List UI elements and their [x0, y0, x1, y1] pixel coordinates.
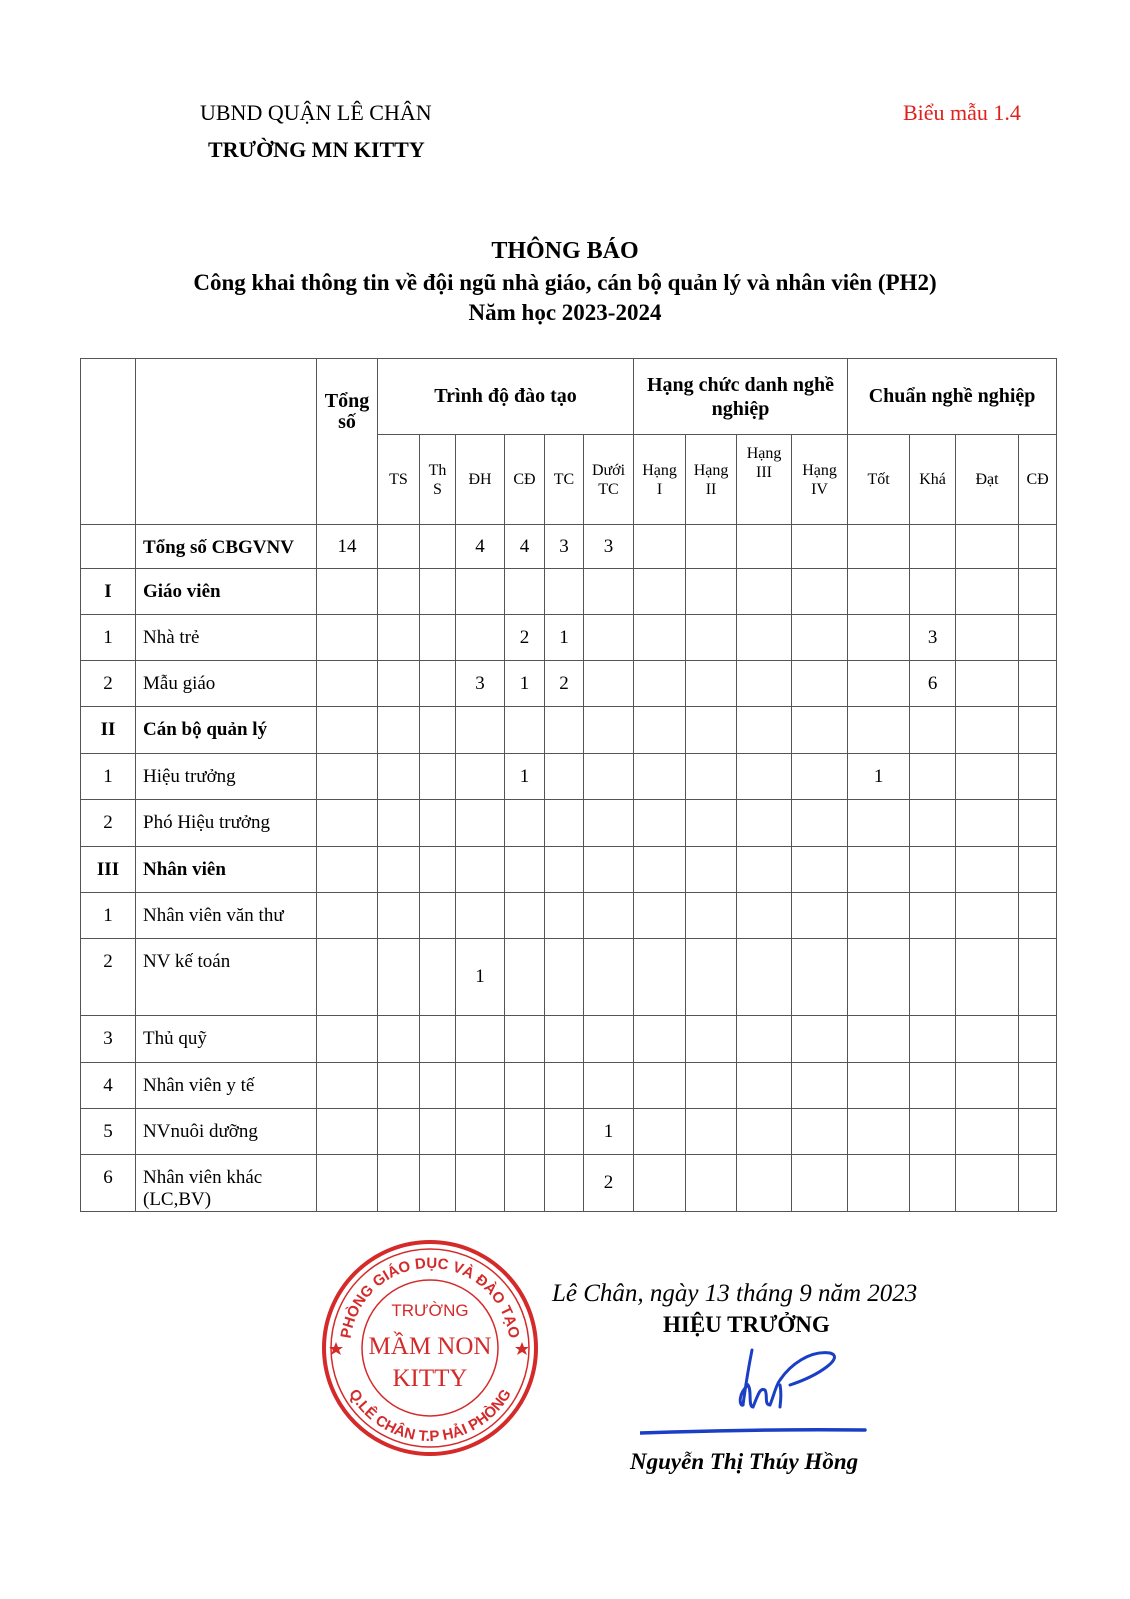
row-number: II [81, 707, 136, 754]
cell-value [910, 569, 956, 615]
stamp-text: KITTY [392, 1365, 468, 1392]
table-row [81, 893, 1057, 939]
cell-value [545, 893, 584, 939]
cell-value [1019, 1155, 1057, 1212]
cell-value [317, 939, 378, 1016]
cell-value [686, 1016, 737, 1063]
cell-value [634, 893, 686, 939]
cell-value [910, 707, 956, 754]
cell-value [910, 525, 956, 569]
cell-value [1019, 661, 1057, 707]
cell-value [737, 569, 792, 615]
row-label: Cán bộ quản lý [136, 707, 317, 754]
cell-value [378, 1063, 420, 1109]
cell-value [545, 707, 584, 754]
cell-value [456, 569, 505, 615]
subheader-7: Hạng I [634, 435, 686, 525]
cell-value [420, 525, 456, 569]
cell-value [792, 939, 848, 1016]
cell-value [317, 847, 378, 893]
table-row [81, 661, 1057, 707]
cell-value [848, 893, 910, 939]
cell-value: 1 [848, 754, 910, 800]
cell-value [792, 569, 848, 615]
cell-value [317, 1155, 378, 1212]
cell-value [792, 893, 848, 939]
cell-value [420, 893, 456, 939]
cell-value [910, 1016, 956, 1063]
table-row [81, 1155, 1057, 1212]
table-row [81, 939, 1057, 1016]
doc-subtitle: Công khai thông tin về đội ngũ nhà giáo, cán bộ quản lý và nhân viên (PH2) [193, 270, 937, 295]
row-number: 1 [81, 615, 136, 661]
cell-value [792, 615, 848, 661]
row-label: Hiệu trưởng [136, 754, 317, 800]
cell-value [1019, 525, 1057, 569]
cell-value [686, 525, 737, 569]
cell-value [686, 1109, 737, 1155]
cell-value [737, 1016, 792, 1063]
cell-value [378, 661, 420, 707]
cell-value: 2 [584, 1155, 634, 1212]
cell-value [1019, 939, 1057, 1016]
cell-value [317, 1016, 378, 1063]
cell-value [686, 800, 737, 847]
cell-value [420, 939, 456, 1016]
cell-value [737, 1155, 792, 1212]
row-label: NV kế toán [136, 939, 317, 1016]
cell-value [584, 569, 634, 615]
row-number: 5 [81, 1109, 136, 1155]
cell-value [910, 939, 956, 1016]
org-parent: UBND QUẬN LÊ CHÂN [200, 100, 432, 125]
cell-value [456, 847, 505, 893]
cell-value [686, 1155, 737, 1212]
cell-value [505, 800, 545, 847]
cell-value [420, 1063, 456, 1109]
cell-value [584, 615, 634, 661]
row-number: III [81, 847, 136, 893]
cell-value [686, 939, 737, 1016]
row-label: NVnuôi dưỡng [136, 1109, 317, 1155]
cell-value [956, 939, 1019, 1016]
cell-value [456, 1016, 505, 1063]
subheader-6: Dưới TC [584, 435, 634, 525]
cell-value [910, 1155, 956, 1212]
table-row [81, 1016, 1057, 1063]
cell-value [792, 1155, 848, 1212]
cell-value [456, 1155, 505, 1212]
cell-value [420, 569, 456, 615]
cell-value: 2 [545, 661, 584, 707]
cell-value [686, 569, 737, 615]
header-no [81, 359, 136, 525]
cell-value [910, 893, 956, 939]
cell-value [545, 800, 584, 847]
row-label: Nhà trẻ [136, 615, 317, 661]
cell-value: 3 [584, 525, 634, 569]
cell-value [584, 707, 634, 754]
row-label: Nhân viên y tế [136, 1063, 317, 1109]
cell-value [545, 569, 584, 615]
header-training: Trình độ đào tạo [378, 359, 634, 435]
header-rank: Hạng chức danh nghề nghiệp [634, 359, 848, 435]
cell-value [910, 754, 956, 800]
row-number: I [81, 569, 136, 615]
cell-value [737, 800, 792, 847]
row-number: 2 [81, 661, 136, 707]
table-row [81, 800, 1057, 847]
row-number: 2 [81, 939, 136, 1016]
table-row [81, 1109, 1057, 1155]
cell-value [634, 847, 686, 893]
cell-value: 1 [505, 754, 545, 800]
row-number: 1 [81, 754, 136, 800]
cell-value [317, 800, 378, 847]
cell-value [956, 800, 1019, 847]
cell-value [378, 525, 420, 569]
cell-value [634, 754, 686, 800]
doc-title: THÔNG BÁO [491, 238, 639, 264]
row-label: Thủ quỹ [136, 1016, 317, 1063]
subheader-12: Khá [910, 435, 956, 525]
cell-value [686, 707, 737, 754]
cell-value [848, 525, 910, 569]
cell-value [634, 661, 686, 707]
cell-value: 3 [545, 525, 584, 569]
subheader-1: TS [378, 435, 420, 525]
subheader-4: CĐ [505, 435, 545, 525]
cell-value [1019, 800, 1057, 847]
cell-value [378, 939, 420, 1016]
org-school: TRƯỜNG MN KITTY [208, 137, 425, 162]
cell-value [378, 707, 420, 754]
doc-year: Năm học 2023-2024 [468, 300, 662, 325]
cell-value [956, 847, 1019, 893]
cell-value [792, 800, 848, 847]
cell-value [848, 569, 910, 615]
table-row [81, 615, 1057, 661]
place-date: Lê Chân, ngày 13 tháng 9 năm 2023 [552, 1280, 918, 1307]
signer-name: Nguyễn Thị Thúy Hồng [630, 1449, 859, 1474]
cell-value [910, 847, 956, 893]
cell-value [956, 569, 1019, 615]
cell-value [848, 1109, 910, 1155]
header-standard: Chuẩn nghề nghiệp [848, 359, 1057, 435]
cell-value [737, 525, 792, 569]
cell-value [1019, 754, 1057, 800]
cell-value [848, 800, 910, 847]
cell-value [956, 661, 1019, 707]
subheader-11: Tốt [848, 435, 910, 525]
cell-value [792, 847, 848, 893]
cell-value [505, 847, 545, 893]
cell-value [545, 847, 584, 893]
cell-value [792, 661, 848, 707]
cell-value [792, 1063, 848, 1109]
cell-value [420, 707, 456, 754]
row-label: Phó Hiệu trưởng [136, 800, 317, 847]
school-stamp [318, 1236, 542, 1465]
cell-value [634, 800, 686, 847]
cell-value [378, 800, 420, 847]
cell-value [737, 661, 792, 707]
cell-value: 14 [317, 525, 378, 569]
cell-value: 4 [456, 525, 505, 569]
cell-value [456, 893, 505, 939]
cell-value [456, 800, 505, 847]
cell-value [792, 1109, 848, 1155]
cell-value [456, 1063, 505, 1109]
cell-value [910, 1109, 956, 1155]
cell-value [848, 1016, 910, 1063]
cell-value [686, 754, 737, 800]
cell-value: 1 [545, 615, 584, 661]
cell-value [545, 754, 584, 800]
cell-value [378, 893, 420, 939]
cell-value [584, 661, 634, 707]
cell-value [505, 1109, 545, 1155]
cell-value [737, 754, 792, 800]
cell-value [737, 939, 792, 1016]
stamp-text: Q.LÊ CHÂN T.P HẢI PHÒNG [345, 1386, 515, 1446]
cell-value [584, 939, 634, 1016]
subheader-2: Th S [420, 435, 456, 525]
cell-value [737, 893, 792, 939]
cell-value [848, 1063, 910, 1109]
cell-value [505, 1155, 545, 1212]
cell-value [584, 893, 634, 939]
row-label: Giáo viên [136, 569, 317, 615]
cell-value [956, 1109, 1019, 1155]
staff-table [80, 358, 1057, 1212]
cell-value [1019, 893, 1057, 939]
cell-value [505, 893, 545, 939]
cell-value: 4 [505, 525, 545, 569]
cell-value [584, 1016, 634, 1063]
cell-value [378, 1155, 420, 1212]
cell-value [505, 939, 545, 1016]
cell-value [420, 661, 456, 707]
cell-value [848, 1155, 910, 1212]
cell-value [634, 1155, 686, 1212]
cell-value [956, 1155, 1019, 1212]
cell-value [584, 754, 634, 800]
table-row [81, 1063, 1057, 1109]
cell-value: 6 [910, 661, 956, 707]
cell-value [956, 893, 1019, 939]
cell-value [956, 615, 1019, 661]
row-number: 3 [81, 1016, 136, 1063]
subheader-14: CĐ [1019, 435, 1057, 525]
cell-value [634, 1016, 686, 1063]
cell-value [420, 1109, 456, 1155]
stamp-text: TRƯỜNG [391, 1301, 469, 1320]
row-number: 4 [81, 1063, 136, 1109]
cell-value [456, 754, 505, 800]
cell-value [634, 939, 686, 1016]
cell-value [317, 1109, 378, 1155]
cell-value: 3 [456, 661, 505, 707]
cell-value: 1 [505, 661, 545, 707]
cell-value [686, 615, 737, 661]
cell-value [1019, 1063, 1057, 1109]
cell-value [848, 847, 910, 893]
row-label: Tổng số CBGVNV [136, 525, 317, 569]
cell-value: 2 [505, 615, 545, 661]
cell-value [792, 754, 848, 800]
cell-value [584, 1063, 634, 1109]
cell-value: 1 [456, 939, 505, 1016]
cell-value [378, 754, 420, 800]
cell-value [634, 707, 686, 754]
cell-value [505, 707, 545, 754]
cell-value [456, 707, 505, 754]
cell-value [634, 615, 686, 661]
cell-value [792, 707, 848, 754]
cell-value [634, 1063, 686, 1109]
cell-value [545, 1016, 584, 1063]
row-number: 1 [81, 893, 136, 939]
subheader-13: Đạt [956, 435, 1019, 525]
subheader-3: ĐH [456, 435, 505, 525]
cell-value [317, 893, 378, 939]
row-label: Mẫu giáo [136, 661, 317, 707]
cell-value [317, 615, 378, 661]
cell-value: 1 [584, 1109, 634, 1155]
table-row [81, 754, 1057, 800]
cell-value [910, 1063, 956, 1109]
cell-value [634, 525, 686, 569]
cell-value [456, 1109, 505, 1155]
cell-value [317, 754, 378, 800]
cell-value [545, 1063, 584, 1109]
cell-value [584, 800, 634, 847]
cell-value [848, 939, 910, 1016]
row-label: Nhân viên khác (LC,BV) [136, 1155, 317, 1212]
cell-value [686, 661, 737, 707]
subheader-5: TC [545, 435, 584, 525]
cell-value [634, 1109, 686, 1155]
cell-value [1019, 569, 1057, 615]
row-number: 2 [81, 800, 136, 847]
cell-value [737, 615, 792, 661]
subheader-9: Hạng III [737, 435, 792, 525]
row-number: 6 [81, 1155, 136, 1212]
cell-value [505, 569, 545, 615]
cell-value [1019, 707, 1057, 754]
cell-value [545, 1109, 584, 1155]
cell-value [956, 1063, 1019, 1109]
header-total: Tổng số [317, 359, 378, 525]
cell-value [956, 707, 1019, 754]
cell-value [378, 1016, 420, 1063]
row-number [81, 525, 136, 569]
signature [640, 1345, 880, 1450]
cell-value [378, 847, 420, 893]
cell-value [317, 1063, 378, 1109]
cell-value [378, 569, 420, 615]
cell-value [317, 661, 378, 707]
cell-value [737, 1063, 792, 1109]
cell-value [545, 1155, 584, 1212]
subheader-10: Hạng IV [792, 435, 848, 525]
row-label: Nhân viên văn thư [136, 893, 317, 939]
cell-value [317, 707, 378, 754]
cell-value [737, 707, 792, 754]
cell-value [420, 1016, 456, 1063]
cell-value [848, 661, 910, 707]
cell-value [378, 1109, 420, 1155]
table-row [81, 847, 1057, 893]
cell-value [737, 1109, 792, 1155]
cell-value [1019, 1109, 1057, 1155]
cell-value [317, 569, 378, 615]
cell-value [456, 615, 505, 661]
cell-value [686, 1063, 737, 1109]
table-row [81, 525, 1057, 569]
cell-value [737, 847, 792, 893]
cell-value [956, 754, 1019, 800]
stamp-text: MẦM NON [368, 1333, 492, 1360]
cell-value [956, 525, 1019, 569]
cell-value [910, 800, 956, 847]
form-label: Biểu mẫu 1.4 [903, 100, 1021, 125]
cell-value: 3 [910, 615, 956, 661]
cell-value [848, 615, 910, 661]
cell-value [420, 800, 456, 847]
stamp-text: PHÒNG GIÁO DỤC VÀ ĐÀO TẠO [337, 1254, 523, 1340]
cell-value [505, 1063, 545, 1109]
cell-value [792, 525, 848, 569]
cell-value [378, 615, 420, 661]
cell-value [956, 1016, 1019, 1063]
cell-value [686, 893, 737, 939]
cell-value [634, 569, 686, 615]
table-row [81, 569, 1057, 615]
cell-value [792, 1016, 848, 1063]
cell-value [505, 1016, 545, 1063]
cell-value [584, 847, 634, 893]
header-label [136, 359, 317, 525]
cell-value [1019, 1016, 1057, 1063]
cell-value [686, 847, 737, 893]
header-row-groups [81, 359, 1057, 435]
cell-value [1019, 847, 1057, 893]
cell-value [420, 847, 456, 893]
cell-value [420, 1155, 456, 1212]
cell-value [848, 707, 910, 754]
signer-role: HIỆU TRƯỞNG [663, 1312, 830, 1337]
cell-value [420, 754, 456, 800]
subheader-8: Hạng II [686, 435, 737, 525]
table-row [81, 707, 1057, 754]
cell-value [420, 615, 456, 661]
cell-value [545, 939, 584, 1016]
cell-value [1019, 615, 1057, 661]
row-label: Nhân viên [136, 847, 317, 893]
